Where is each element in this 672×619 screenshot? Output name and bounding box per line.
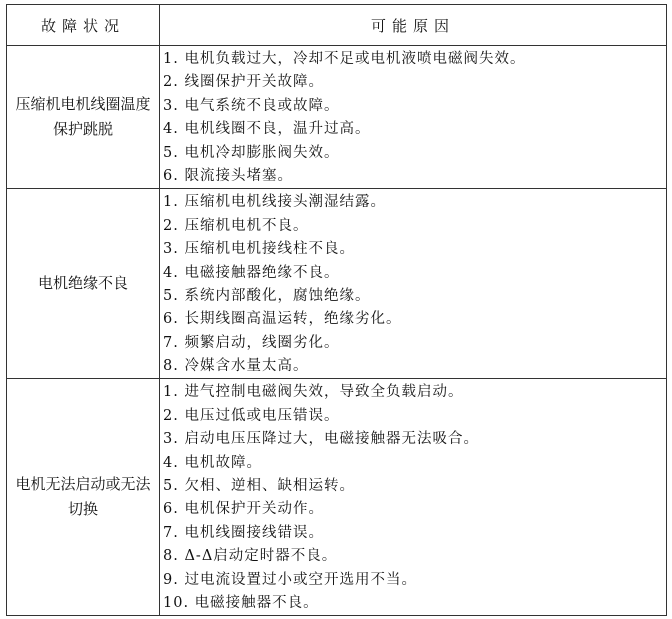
table-row bbox=[7, 189, 667, 379]
cause-item: 3. 压缩机电机接线柱不良。 bbox=[163, 241, 355, 258]
cause-item: 6. 长期线圈高温运转，绝缘劣化。 bbox=[163, 311, 402, 328]
table-row bbox=[7, 379, 667, 616]
fault-condition-cell: 电机绝缘不良 bbox=[7, 189, 160, 379]
fault-condition-cell: 压缩机电机线圈温度保护跳脱 bbox=[7, 46, 160, 189]
causes-cell bbox=[160, 189, 667, 379]
cause-item: 5. 系统内部酸化，腐蚀绝缘。 bbox=[163, 287, 371, 304]
cause-item: 3. 电气系统不良或故障。 bbox=[163, 97, 340, 114]
cause-list bbox=[163, 381, 666, 615]
cause-item: 2. 电压过低或电压错误。 bbox=[163, 407, 340, 424]
causes-cell bbox=[160, 46, 667, 189]
cause-list bbox=[163, 191, 666, 378]
cause-item: 1. 进气控制电磁阀失效，导致全负载启动。 bbox=[163, 384, 464, 401]
cause-item: 4. 电机故障。 bbox=[163, 454, 262, 471]
cause-item: 8. 冷媒含水量太高。 bbox=[163, 358, 309, 375]
header-possible-causes: 可能原因 bbox=[160, 5, 667, 46]
fault-cause-table bbox=[6, 4, 667, 616]
cause-item: 3. 启动电压压降过大，电磁接触器无法吸合。 bbox=[163, 431, 479, 448]
cause-item: 9. 过电流设置过小或空开选用不当。 bbox=[163, 571, 417, 588]
cause-item: 6. 电机保护开关动作。 bbox=[163, 501, 324, 518]
cause-item: 10. 电磁接触器不良。 bbox=[163, 594, 319, 611]
table-row bbox=[7, 46, 667, 189]
cause-item: 5. 欠相、逆相、缺相运转。 bbox=[163, 478, 355, 495]
cause-item: 7. 电机线圈接线错误。 bbox=[163, 524, 324, 541]
cause-item: 5. 电机冷却膨胀阀失效。 bbox=[163, 144, 340, 161]
cause-item: 1. 压缩机电机线接头潮湿结露。 bbox=[163, 194, 386, 211]
causes-cell bbox=[160, 379, 667, 616]
cause-item: 2. 压缩机电机不良。 bbox=[163, 217, 309, 234]
cause-item: 4. 电机线圈不良，温升过高。 bbox=[163, 121, 371, 138]
cause-item: 8. Δ-Δ启动定时器不良。 bbox=[163, 548, 338, 565]
fault-condition-cell: 电机无法启动或无法切换 bbox=[7, 379, 160, 616]
header-row bbox=[7, 5, 667, 46]
cause-item: 6. 限流接头堵塞。 bbox=[163, 167, 293, 184]
cause-item: 4. 电磁接触器绝缘不良。 bbox=[163, 264, 340, 281]
cause-item: 2. 线圈保护开关故障。 bbox=[163, 74, 324, 91]
cause-item: 7. 频繁启动，线圈劣化。 bbox=[163, 334, 340, 351]
header-fault-condition: 故障状况 bbox=[7, 5, 160, 46]
cause-item: 1. 电机负载过大，冷却不足或电机液喷电磁阀失效。 bbox=[163, 51, 526, 67]
cause-list bbox=[163, 48, 666, 188]
